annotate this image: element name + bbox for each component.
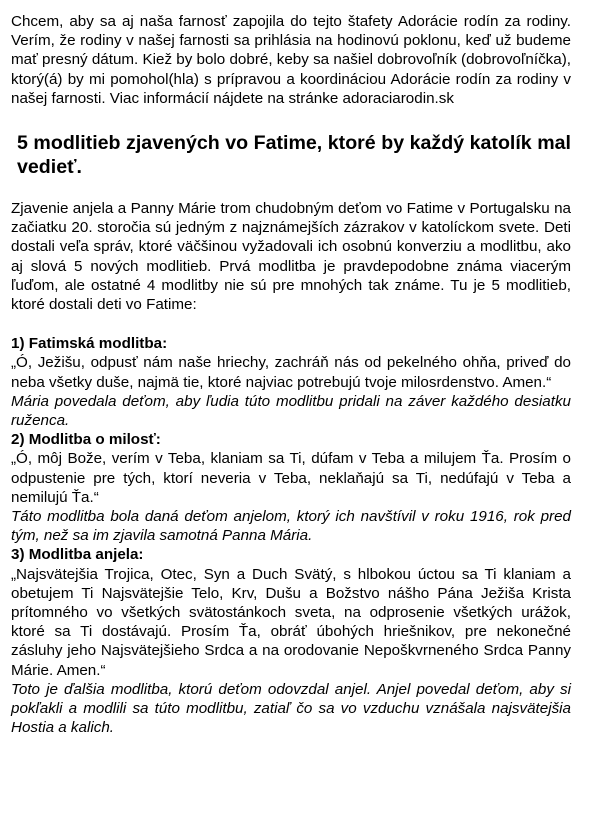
prayer-section-3 — [11, 545, 571, 737]
prayer-text: „Ó, môj Bože, verím v Teba, klaniam sa Ti, dúfam v Teba a milujem Ťa. Prosím o odpustenie pre tých, ktorí neveria v Teba, neklaňajú sa Ti, nedúfajú v Teba a nemilujú Ťa.“ — [11, 450, 571, 506]
prayer-note: Táto modlitba bola daná deťom anjelom, ktorý ich navštívil v roku 1916, rok pred tým, než sa im zjavila samotná Panna Mária. — [11, 508, 571, 545]
prayer-note: Toto je ďalšia modlitba, ktorú deťom odovzdal anjel. Anjel povedal deťom, aby si pokľakli a modlili sa túto modlitbu, zatiaľ čo sa vo vzduchu vznášala najsvätejšia Hostia a kalich. — [11, 680, 571, 737]
prayer-heading: 1) Fatimská modlitba: — [11, 335, 168, 353]
article-title: 5 modlitieb zjavených vo Fatime, ktoré by každý katolík mal vedieť. — [17, 132, 571, 179]
prayer-section-1 — [11, 334, 571, 430]
prayer-note: Mária povedala deťom, aby ľudia túto modlitbu pridali na záver každého desiatku ruženca. — [11, 392, 571, 430]
prayer-heading: 3) Modlitba anjela: — [11, 546, 144, 564]
document-page — [11, 12, 571, 738]
lead-paragraph: Zjavenie anjela a Panny Márie trom chudobným deťom vo Fatime v Portugalsku na začiatku 20. storočia sú jedným z najznámejších zázrakov v katolíckom svete. Deti dostali veľa správ, ktoré väčšinou vyžadovali ich osobnú konverziu a modlitbu, ako aj slová 5 nových modlitieb. Prvá modlitba je pravdepodobne známa viacerým ľuďom, ale ostatné 4 modlitby nie sú pre mnohých tak známe. Tu je 5 modlitieb, ktoré dostali deti vo Fatime: — [11, 200, 571, 314]
prayer-heading: 2) Modlitba o milosť: — [11, 431, 161, 449]
intro-paragraph: Chcem, aby sa aj naša farnosť zapojila do tejto štafety Adorácie rodín za rodiny. Verím, že rodiny v našej farnosti sa prihlásia na hodinovú poklonu, keď už budeme mať presný dátum. Kiež by bolo dobré, keby sa našiel dobrovoľník (dobrovoľníčka), ktorý(á) by mi pomohol(hla) s prípravou a koordináciou Adorácie rodín za rodiny v našej farnosti. Viac informácií nájdete na stránke adoraciarodin.sk — [11, 13, 571, 107]
prayer-text: „Najsvätejšia Trojica, Otec, Syn a Duch Svätý, s hlbokou úctou sa Ti klaniam a obetujem Ti Najsvätejšie Telo, Krv, Dušu a Božstvo nášho Pána Ježiša Krista prítomného vo všetkých svätostánkoch sveta, na odprosenie všetkých urážok, ktoré sa Ti dostávajú. Prosím Ťa, obráť úbohých hriešnikov, pre nekonečné zásluhy jeho Najsvätejšieho Srdca a na orodovanie Nepoškvrneného Srdca Panny Márie. Amen.“ — [11, 565, 571, 679]
prayer-text: „Ó, Ježišu, odpusť nám naše hriechy, zachráň nás od pekelného ohňa, priveď do neba všetky duše, najmä tie, ktoré najviac potrebujú tvoje milosrdenstvo. Amen.“ — [11, 354, 571, 391]
prayer-section-2 — [11, 430, 571, 545]
